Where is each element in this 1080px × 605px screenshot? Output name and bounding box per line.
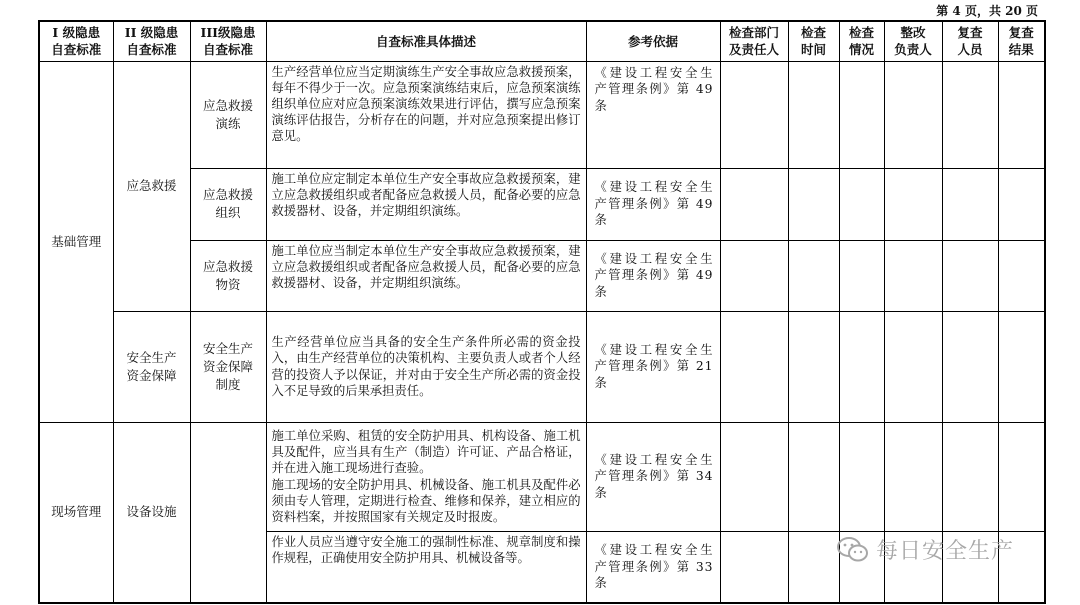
- header-time: 检查 时间: [788, 21, 839, 61]
- watermark: [836, 534, 1014, 565]
- watermark-text: 每日安全生产: [876, 539, 1015, 564]
- wechat-icon: [836, 536, 870, 564]
- header-level2: II 级隐患 自查标准: [113, 21, 190, 61]
- cell-recheck-person: [942, 422, 998, 531]
- cell-recheck-result: [998, 311, 1045, 422]
- description-equipment-a: 施工单位采购、租赁的安全防护用具、机构设备、施工机具及配件，应当具有生产（制造）许可证、产品合格证，并在进入施工现场进行查验。 施工现场的安全防护用具、机械设备、施工机具及配件必须由专人管理，定期进行检查、维修和保养，建立相应的资料档案，并按照国家有关规定及时报废。: [266, 422, 586, 531]
- level3-organization: 应急救援 组织: [190, 168, 266, 240]
- page-indicator: 第 4 页，共 20 页: [936, 4, 1038, 18]
- cell-time: [788, 240, 839, 311]
- cell-dept: [720, 240, 788, 311]
- group-basic: 基础管理: [39, 61, 113, 422]
- table-row: [39, 168, 1045, 240]
- cell-rectify: [884, 240, 942, 311]
- hazard-checklist-table: [38, 20, 1046, 604]
- cell-status: [839, 61, 884, 168]
- level2-equipment: 设备设施: [113, 422, 190, 603]
- cell-rectify: [884, 168, 942, 240]
- reference-equipment-a: 《建设工程安全生产管理条例》第 34 条: [586, 422, 720, 531]
- header-status: 检查 情况: [839, 21, 884, 61]
- reference-equipment-b: 《建设工程安全生产管理条例》第 33 条: [586, 531, 720, 603]
- table-row: [39, 61, 1045, 168]
- header-recheck-person: 复查 人员: [942, 21, 998, 61]
- header-dept: 检查部门 及责任人: [720, 21, 788, 61]
- description-equipment-b: 作业人员应当遵守安全施工的强制性标准、规章制度和操作规程，正确使用安全防护用具、机械设备等。: [266, 531, 586, 603]
- cell-recheck-person: [942, 311, 998, 422]
- cell-recheck-result: [998, 422, 1045, 531]
- description-drill: 生产经营单位应当定期演练生产安全事故应急救援预案，每年不得少于一次。应急预案演练结束后，应急预案演练组织单位应对应急预案演练效果进行评估，撰写应急预案演练评估报告，分析存在的问题，并对应急预案提出修订意见。: [266, 61, 586, 168]
- cell-dept: [720, 61, 788, 168]
- cell-dept: [720, 422, 788, 531]
- table-row: [39, 311, 1045, 422]
- header-level3: III级隐患 自查标准: [190, 21, 266, 61]
- level2-emergency: 应急救援: [113, 61, 190, 311]
- cell-time: [788, 531, 839, 603]
- cell-recheck-result: [998, 61, 1045, 168]
- cell-recheck-person: [942, 240, 998, 311]
- cell-status: [839, 168, 884, 240]
- cell-time: [788, 311, 839, 422]
- cell-dept: [720, 168, 788, 240]
- header-reference: 参考依据: [586, 21, 720, 61]
- cell-dept: [720, 311, 788, 422]
- cell-status: [839, 240, 884, 311]
- header-rectify: 整改 负责人: [884, 21, 942, 61]
- level3-drill: 应急救援 演练: [190, 61, 266, 168]
- cell-rectify: [884, 61, 942, 168]
- header-level1: I 级隐患 自查标准: [39, 21, 113, 61]
- cell-rectify: [884, 311, 942, 422]
- header-row: [39, 21, 1045, 61]
- header-recheck-result: 复查 结果: [998, 21, 1045, 61]
- level3-materials: 应急救援 物资: [190, 240, 266, 311]
- cell-recheck-person: [942, 168, 998, 240]
- header-description: 自查标准具体描述: [266, 21, 586, 61]
- description-funding: 生产经营单位应当具备的安全生产条件所必需的资金投入，由生产经营单位的决策机构、主要负责人或者个人经营的投资人予以保证，并对由于安全生产所必需的资金投入不足导致的后果承担责任。: [266, 311, 586, 422]
- cell-status: [839, 422, 884, 531]
- table-row: [39, 422, 1045, 531]
- cell-status: [839, 311, 884, 422]
- cell-time: [788, 422, 839, 531]
- cell-time: [788, 168, 839, 240]
- reference-organization: 《建设工程安全生产管理条例》第 49 条: [586, 168, 720, 240]
- cell-recheck-result: [998, 168, 1045, 240]
- level2-funding: 安全生产 资金保障: [113, 311, 190, 422]
- group-site: 现场管理: [39, 422, 113, 603]
- level3-equipment-empty: [190, 422, 266, 603]
- cell-recheck-person: [942, 61, 998, 168]
- cell-dept: [720, 531, 788, 603]
- level3-funding: 安全生产 资金保障 制度: [190, 311, 266, 422]
- cell-recheck-result: [998, 240, 1045, 311]
- cell-time: [788, 61, 839, 168]
- description-organization: 施工单位应定制定本单位生产安全事故应急救援预案，建立应急救援组织或者配备应急救援人员，配备必要的应急救援器材、设备，并定期组织演练。: [266, 168, 586, 240]
- table-row: [39, 240, 1045, 311]
- cell-rectify: [884, 422, 942, 531]
- reference-materials: 《建设工程安全生产管理条例》第 49 条: [586, 240, 720, 311]
- reference-funding: 《建设工程安全生产管理条例》第 21 条: [586, 311, 720, 422]
- reference-drill: 《建设工程安全生产管理条例》第 49 条: [586, 61, 720, 168]
- description-materials: 施工单位应当制定本单位生产安全事故应急救援预案，建立应急救援组织或者配备应急救援人员，配备必要的应急救援器材、设备，并定期组织演练。: [266, 240, 586, 311]
